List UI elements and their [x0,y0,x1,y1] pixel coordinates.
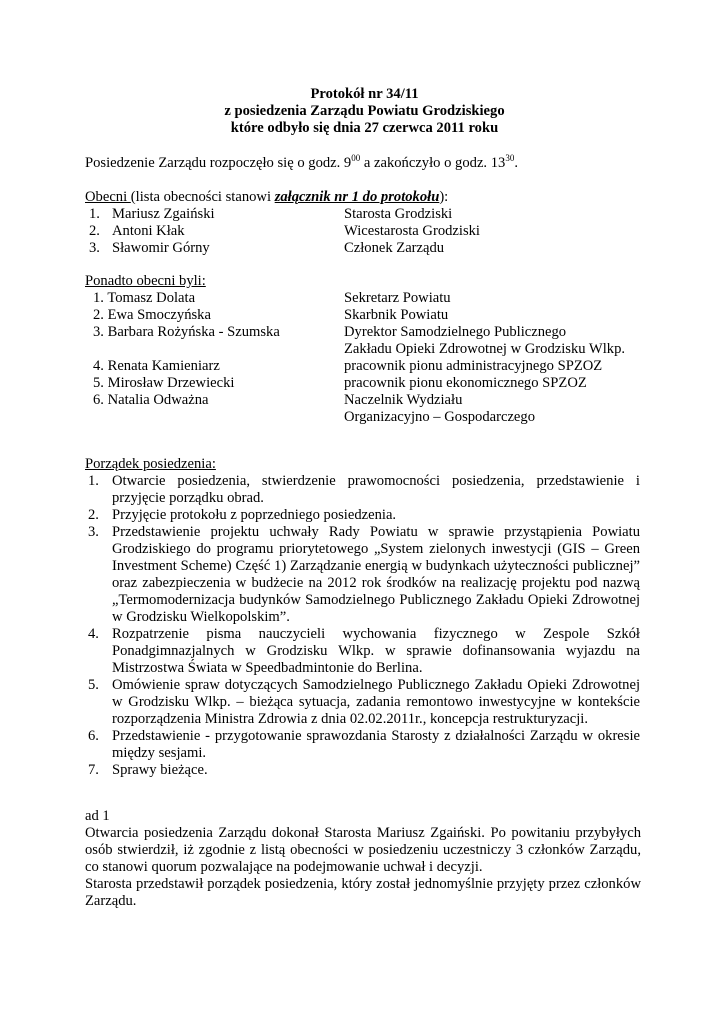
present-heading: Obecni [85,189,131,205]
ad1-section [85,808,641,910]
agenda-item-text: Rozpatrzenie pisma nauczycieli wychowania fizycznego w Zespole Szkół Ponadgimnazjalnych w Grodzisku Wlkp. w sprawie dofinansowania wyjazdu na Mistrzostwa Świata w Speedbadmintonie do Berlina. [112,626,640,676]
agenda-item-number: 4. [88,626,99,642]
opening-text-start: Posiedzenie Zarządu rozpoczęło się o godz. 9 [85,155,352,171]
member-name: Sławomir Górny [112,240,210,256]
attendee-role: Naczelnik Wydziału [344,392,463,408]
agenda-item [85,473,640,507]
attendee-role: Dyrektor Samodzielnego Publicznego [344,324,567,340]
agenda-item-text: Omówienie spraw dotyczących Samodzielnego Publicznego Zakładu Opieki Zdrowotnej w Grodzisku Wlkp. – bieżąca sytuacja, zadania remontowo inwestycyjne w kontekście rozporządzenia Ministra Zdrowia z dnia 02.02.2011r., koncepcja restrukturyzacji. [112,677,640,727]
attendee-role: pracownik pionu ekonomicznego SPZOZ [344,375,587,391]
agenda-item-number: 1. [88,473,99,489]
attendee-role-continued: Zakładu Opieki Zdrowotnej w Grodzisku Wlkp. [344,341,626,357]
agenda-item [85,762,640,779]
opening-text-end: a zakończyło o godz. 13 [360,155,506,171]
member-name: Antoni Kłak [112,223,185,239]
opening-time-sentence [85,155,518,172]
attendee-name: 6. Natalia Odważna [93,392,209,408]
ad1-heading: ad 1 [85,808,110,824]
agenda-item-text: Sprawy bieżące. [112,762,208,778]
member-role: Wicestarosta Grodziski [344,223,480,239]
attendee-name: 2. Ewa Smoczyńska [93,307,211,323]
document-title-block [85,86,644,137]
attendee-name: 5. Mirosław Drzewiecki [93,375,235,391]
agenda-heading: Porządek posiedzenia: [85,456,216,472]
member-role: Członek Zarządu [344,240,445,256]
also-present-heading: Ponadto obecni byli: [85,273,206,289]
ad1-paragraph-2: Starosta przedstawił porządek posiedzenia, który został jednomyślnie przyjęty przez członków Zarządu. [85,876,641,909]
agenda-item-text: Przyjęcie protokołu z poprzedniego posiedzenia. [112,507,397,523]
attendee-role: pracownik pionu administracyjnego SPZOZ [344,358,603,374]
agenda-item-number: 3. [88,524,99,540]
protocol-number: Protokół nr 34/11 [310,86,419,102]
meeting-date: które odbyło się dnia 27 czerwca 2011 roku [230,120,499,136]
present-outro: ): [439,189,449,205]
attendee-name: 3. Barbara Rożyńska - Szumska [93,324,280,340]
attendee-name: 1. Tomasz Dolata [93,290,196,306]
member-name: Mariusz Zgaiński [112,206,215,222]
agenda-item [85,677,640,728]
agenda-list [85,473,640,779]
member-number: 2. [89,223,100,239]
attendee-name: 4. Renata Kamieniarz [93,358,220,374]
opening-text-period: . [514,155,518,171]
attendee-role-continued: Organizacyjno – Gospodarczego [344,409,536,425]
agenda-item-text: Otwarcie posiedzenia, stwierdzenie prawomocności posiedzenia, przedstawienie i przyjęcie porządku obrad. [112,473,640,506]
agenda-item [85,507,640,524]
present-heading-line [85,189,448,206]
ad1-paragraph-1: Otwarcia posiedzenia Zarządu dokonał Starosta Mariusz Zgaiński. Po powitaniu przybyłych osób stwierdził, iż zgodnie z listą obecności w posiedzeniu uczestniczy 3 członków Zarządu, co stanowi quorum pozwalające na podejmowanie uchwał i decyzji. [85,825,641,875]
agenda-item-number: 5. [88,677,99,693]
meeting-body: z posiedzenia Zarządu Powiatu Grodziskiego [224,103,505,119]
agenda-item-text: Przedstawienie - przygotowanie sprawozdania Starosty z działalności Zarządu w okresie między sesjami. [112,728,640,761]
start-minutes: 00 [351,153,361,163]
agenda-item-text: Przedstawienie projektu uchwały Rady Powiatu w sprawie przystąpienia Powiatu Grodziskiego do programu priorytetowego „System zielonych inwestycji (GIS – Green Investment Scheme) Część 1) Zarządzanie energią w budynkach użyteczności publicznej” oraz zabezpieczenia w budżecie na 2012 rok środków na realizację projektu pod nazwą „Termomodernizacja budynków Samodzielnego Publicznego Zakładu Opieki Zdrowotnej w Grodzisku Wielkopolskim”. [112,524,640,625]
member-number: 1. [89,206,100,222]
end-minutes: 30 [505,153,515,163]
agenda-item-number: 7. [88,762,99,778]
attendee-role: Sekretarz Powiatu [344,290,451,306]
agenda-item [85,728,640,762]
member-role: Starosta Grodziski [344,206,453,222]
member-number: 3. [89,240,100,256]
agenda-item [85,524,640,626]
attendee-role: Skarbnik Powiatu [344,307,449,323]
agenda-item-number: 6. [88,728,99,744]
agenda-item-number: 2. [88,507,99,523]
agenda-item [85,626,640,677]
attachment-reference: załącznik nr 1 do protokołu [274,189,440,205]
present-intro: (lista obecności stanowi [130,189,275,205]
